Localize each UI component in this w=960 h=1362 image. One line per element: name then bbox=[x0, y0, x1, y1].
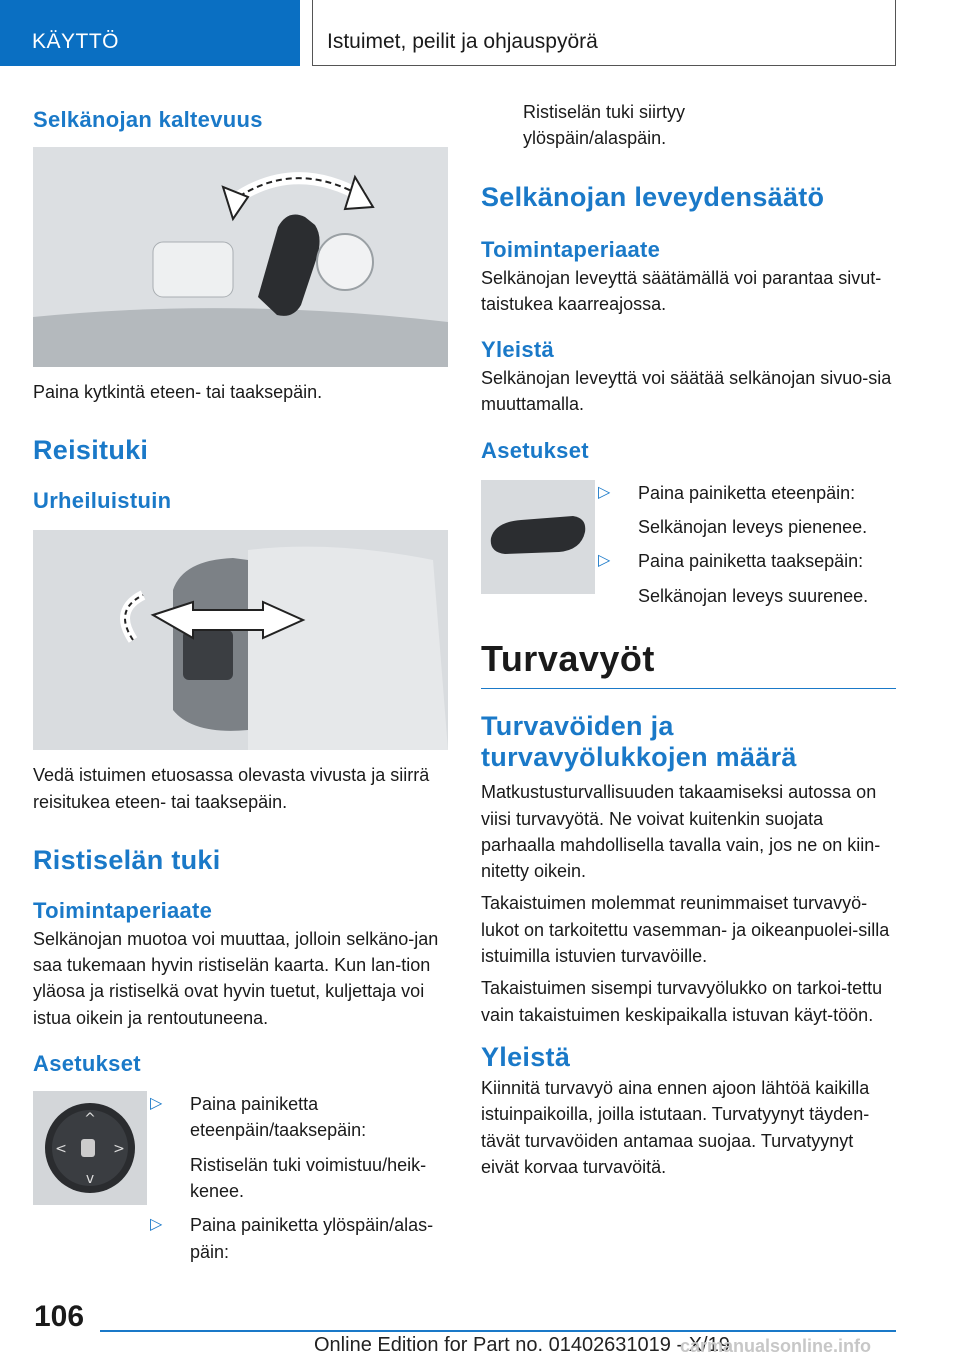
bullet-triangle-icon: ▷ bbox=[598, 552, 611, 570]
paragraph-backrest-tilt: Paina kytkintä eteen- tai taaksepäin. bbox=[33, 382, 323, 402]
bullet-item: ▷ Paina painiketta eteenpäin: bbox=[596, 480, 896, 506]
paragraph-belt-2: Takaistuimen molemmat reunimmaiset turvavyö-lukot on tarkoitettu vasemman- ja oikeanpuolei-silla istuimilla istuvien turvavöille. bbox=[481, 893, 890, 967]
seat-backrest-switch-photo bbox=[33, 147, 448, 367]
bullet-continuation: Ristiselän tuki siirtyy ylöspäin/alaspäin. bbox=[523, 102, 686, 149]
heading-seatbelts: Turvavyöt bbox=[481, 637, 655, 679]
paragraph-general-belts: Kiinnitä turvavyö aina ennen ajoon lähtöä kaikilla istuinpaikoilla, joilla istutaan. Turvatyynyt täyden-tävät turvavöiden antamaa suojaa. Turvatyynyt eivät korvaa turvavöitä. bbox=[481, 1077, 870, 1177]
heading-thigh-support: Reisituki bbox=[33, 435, 149, 466]
heading-settings-right: Asetukset bbox=[481, 437, 589, 463]
footer-rule bbox=[100, 1330, 896, 1332]
section-tab: KÄYTTÖ bbox=[0, 0, 300, 66]
thigh-support-lever-photo bbox=[33, 530, 448, 750]
lumbar-support-button-photo bbox=[33, 1091, 147, 1205]
paragraph-belt-1: Matkustusturvallisuuden takaamiseksi autossa on viisi turvavyötä. Ne voivat kuitenkin suojata parhaalla mahdollisella tavalla vain, jos ne on kiin-nitetty oikein. bbox=[481, 782, 881, 882]
edition-label: Online Edition for Part no. 01402631019 - X/19 bbox=[314, 1334, 730, 1356]
bullet-triangle-icon: ▷ bbox=[598, 483, 611, 501]
heading-general-belts: Yleistä bbox=[481, 1041, 571, 1072]
bullet-continuation: Selkänojan leveys pienenee. bbox=[638, 517, 868, 538]
heading-sport-seat: Urheiluistuin bbox=[33, 488, 172, 514]
heading-general-right: Yleistä bbox=[481, 337, 555, 363]
left-column bbox=[33, 95, 448, 1263]
heading-principle-left: Toimintaperiaate bbox=[33, 897, 213, 923]
section-divider bbox=[481, 688, 896, 690]
page-number: 106 bbox=[34, 1300, 85, 1333]
heading-belt-count: Turvavöiden ja turvavyölukkojen määrä bbox=[481, 711, 797, 773]
bullet-item: ▷ Paina painiketta eteenpäin/taaksepäin: bbox=[148, 1091, 448, 1144]
bullet-item: ▷ Paina painiketta ylöspäin/alas-päin: bbox=[148, 1212, 448, 1265]
heading-backrest-tilt: Selkänojan kaltevuus bbox=[33, 107, 263, 132]
paragraph-belt-3: Takaistuimen sisempi turvavyölukko on tarkoi-tettu vain takaistuimen keskipaikalla istuvan käyt-töön. bbox=[481, 978, 883, 1025]
bullet-continuation: Ristiselän tuki voimistuu/heik-kenee. bbox=[190, 1154, 427, 1201]
paragraph-principle-right: Selkänojan leveyttä säätämällä voi parantaa sivut-taistukea kaarreajossa. bbox=[481, 267, 882, 314]
svg-text:v: v bbox=[85, 1171, 95, 1188]
paragraph-principle-left: Selkänojan muotoa voi muuttaa, jolloin selkäno-jan saa tukemaan hyvin ristiselän kaarta. Kun lan-tion yläosa ja ristiselkä ovat hyvin tuetut, kuljettaja voi istua oikein ja rentoutuneena. bbox=[33, 928, 439, 1028]
bullet-item: ▷ Paina painiketta taaksepäin: bbox=[596, 548, 896, 574]
svg-text:>: > bbox=[113, 1141, 125, 1158]
paragraph-thigh-support: Vedä istuimen etuosassa olevasta vivusta ja siirrä reisitukea eteen- tai taaksepäin. bbox=[33, 765, 430, 812]
watermark: carmanualsonline.info bbox=[680, 1336, 872, 1356]
svg-text:<: < bbox=[55, 1141, 67, 1158]
heading-lumbar: Ristiselän tuki bbox=[33, 844, 221, 875]
chapter-title: Istuimet, peilit ja ohjauspyörä bbox=[312, 0, 896, 66]
paragraph-general-right: Selkänojan leveyttä voi säätää selkänojan sivuo-sia muuttamalla. bbox=[481, 368, 892, 415]
heading-principle-right: Toimintaperiaate bbox=[481, 236, 661, 262]
right-column bbox=[481, 95, 896, 1180]
svg-text:^: ^ bbox=[84, 1111, 96, 1128]
bullet-triangle-icon: ▷ bbox=[150, 1095, 163, 1113]
bullet-continuation: Selkänojan leveys suurenee. bbox=[638, 585, 869, 606]
bullet-triangle-icon: ▷ bbox=[150, 1216, 163, 1234]
heading-backrest-width: Selkänojan leveydensäätö bbox=[481, 181, 825, 212]
backrest-width-button-photo bbox=[481, 480, 595, 594]
heading-settings-left: Asetukset bbox=[33, 1051, 141, 1077]
